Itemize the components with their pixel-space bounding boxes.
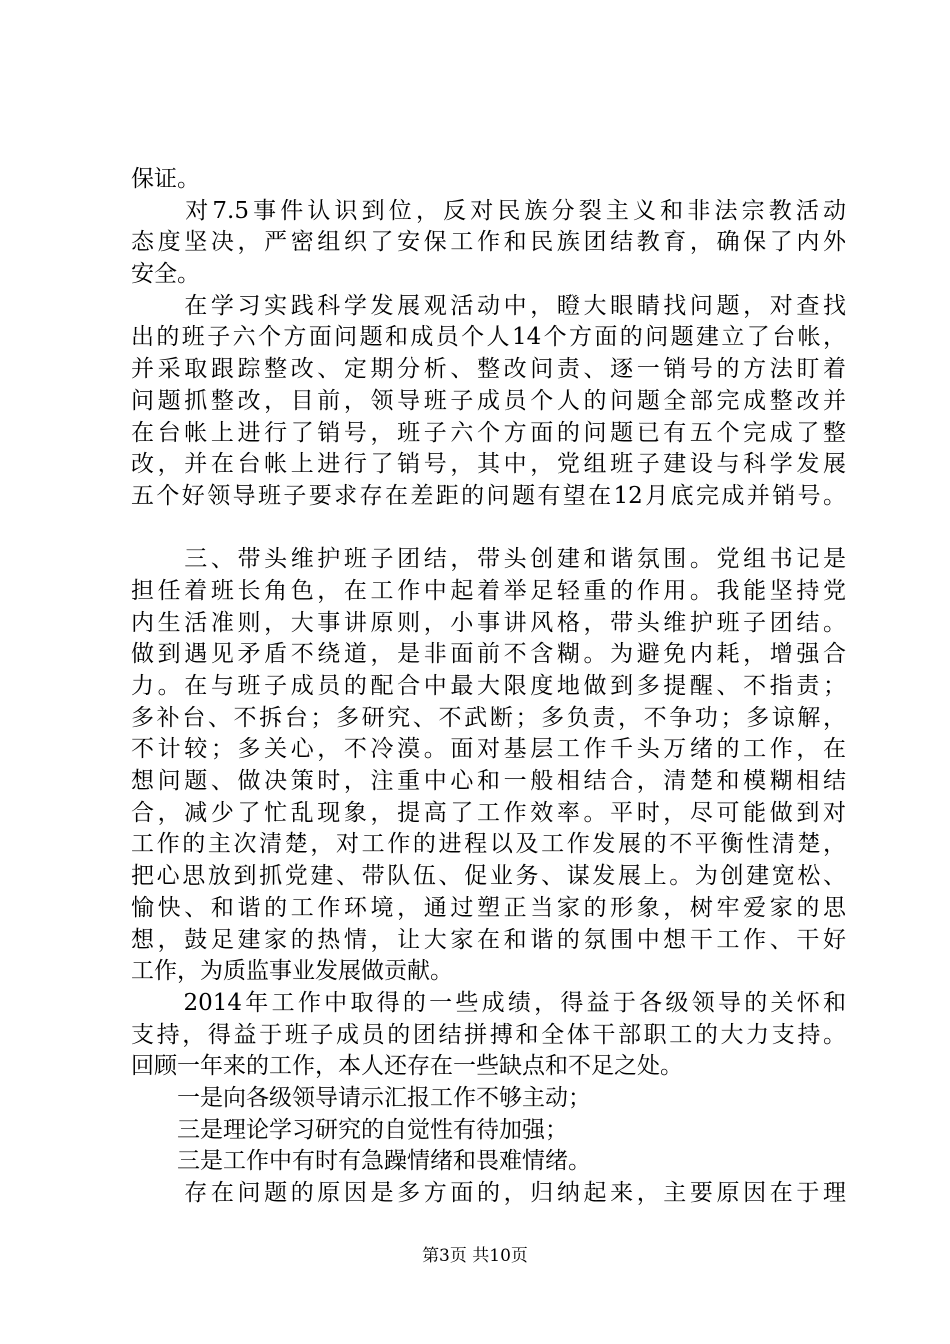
- text-line: 愉快、和谐的工作环境，通过塑正当家的形象，树牢爱家的思: [131, 894, 846, 921]
- page-number-label: 第3页 共10页: [422, 1246, 528, 1266]
- text-line: 回顾一年来的工作，本人还存在一些缺点和不足之处。: [131, 1053, 683, 1080]
- text-line: 2014年工作中取得的一些成绩，得益于各级领导的关怀和: [131, 989, 846, 1016]
- text-line: 三、带头维护班子团结，带头创建和谐氛围。党组书记是: [131, 546, 846, 573]
- paragraph-gap: [131, 513, 846, 545]
- text-line: 存在问题的原因是多方面的，归纳起来，主要原因在于理: [131, 1180, 846, 1206]
- text-line: 在台帐上进行了销号，班子六个方面的问题已有五个完成了整: [131, 419, 846, 446]
- text-line: 担任着班长角色，在工作中起着举足轻重的作用。我能坚持党: [131, 577, 846, 604]
- text-line: 不计较；多关心，不冷漠。面对基层工作千头万绪的工作，在: [131, 736, 846, 763]
- text-line: 五个好领导班子要求存在差距的问题有望在12月底完成并销号。: [131, 482, 846, 509]
- text-line: 对7.5事件认识到位，反对民族分裂主义和非法宗教活动: [131, 197, 846, 224]
- text-line: 问题抓整改，目前，领导班子成员个人的问题全部完成整改并: [131, 387, 846, 414]
- text-line: 工作的主次清楚，对工作的进程以及工作发展的不平衡性清楚，: [131, 831, 846, 858]
- page-footer: [0, 1245, 950, 1267]
- text-line: 力。在与班子成员的配合中最大限度地做到多提醒、不指责；: [131, 673, 846, 699]
- text-line: 内生活准则，大事讲原则，小事讲风格，带头维护班子团结。: [131, 609, 846, 636]
- text-line: 做到遇见矛盾不绕道，是非面前不含糊。为避免内耗，增强合: [131, 641, 846, 668]
- text-line: 三是工作中有时有急躁情绪和畏难情绪。: [131, 1148, 591, 1175]
- text-line: 改，并在台帐上进行了销号，其中，党组班子建设与科学发展: [131, 451, 846, 478]
- text-line: 出的班子六个方面问题和成员个人14个方面的问题建立了台帐，: [131, 324, 846, 351]
- text-line: 一是向各级领导请示汇报工作不够主动；: [131, 1084, 591, 1111]
- text-line: 合，减少了忙乱现象，提高了工作效率。平时，尽可能做到对: [131, 799, 846, 826]
- document-body: [131, 164, 846, 1210]
- text-line: 想问题、做决策时，注重中心和一般相结合，清楚和模糊相结: [131, 768, 846, 795]
- text-line: 安全。: [131, 261, 200, 288]
- text-line: 态度坚决，严密组织了安保工作和民族团结教育，确保了内外: [131, 229, 846, 256]
- text-line: 工作，为质监事业发展做贡献。: [131, 958, 453, 985]
- text-line: 在学习实践科学发展观活动中，瞪大眼睛找问题，对查找: [131, 292, 846, 319]
- text-line: 把心思放到抓党建、带队伍、促业务、谋发展上。为创建宽松、: [131, 863, 846, 890]
- text-line: 支持，得益于班子成员的团结拼搏和全体干部职工的大力支持。: [131, 1021, 846, 1048]
- text-line: 三是理论学习研究的自觉性有待加强；: [131, 1116, 568, 1143]
- text-line: 保证。: [131, 166, 200, 192]
- text-line: 并采取跟踪整改、定期分析、整改问责、逐一销号的方法盯着: [131, 356, 846, 383]
- text-line: 多补台、不拆台；多研究、不武断；多负责，不争功；多谅解，: [131, 704, 846, 731]
- text-line: 想，鼓足建家的热情，让大家在和谐的氛围中想干工作、干好: [131, 926, 846, 953]
